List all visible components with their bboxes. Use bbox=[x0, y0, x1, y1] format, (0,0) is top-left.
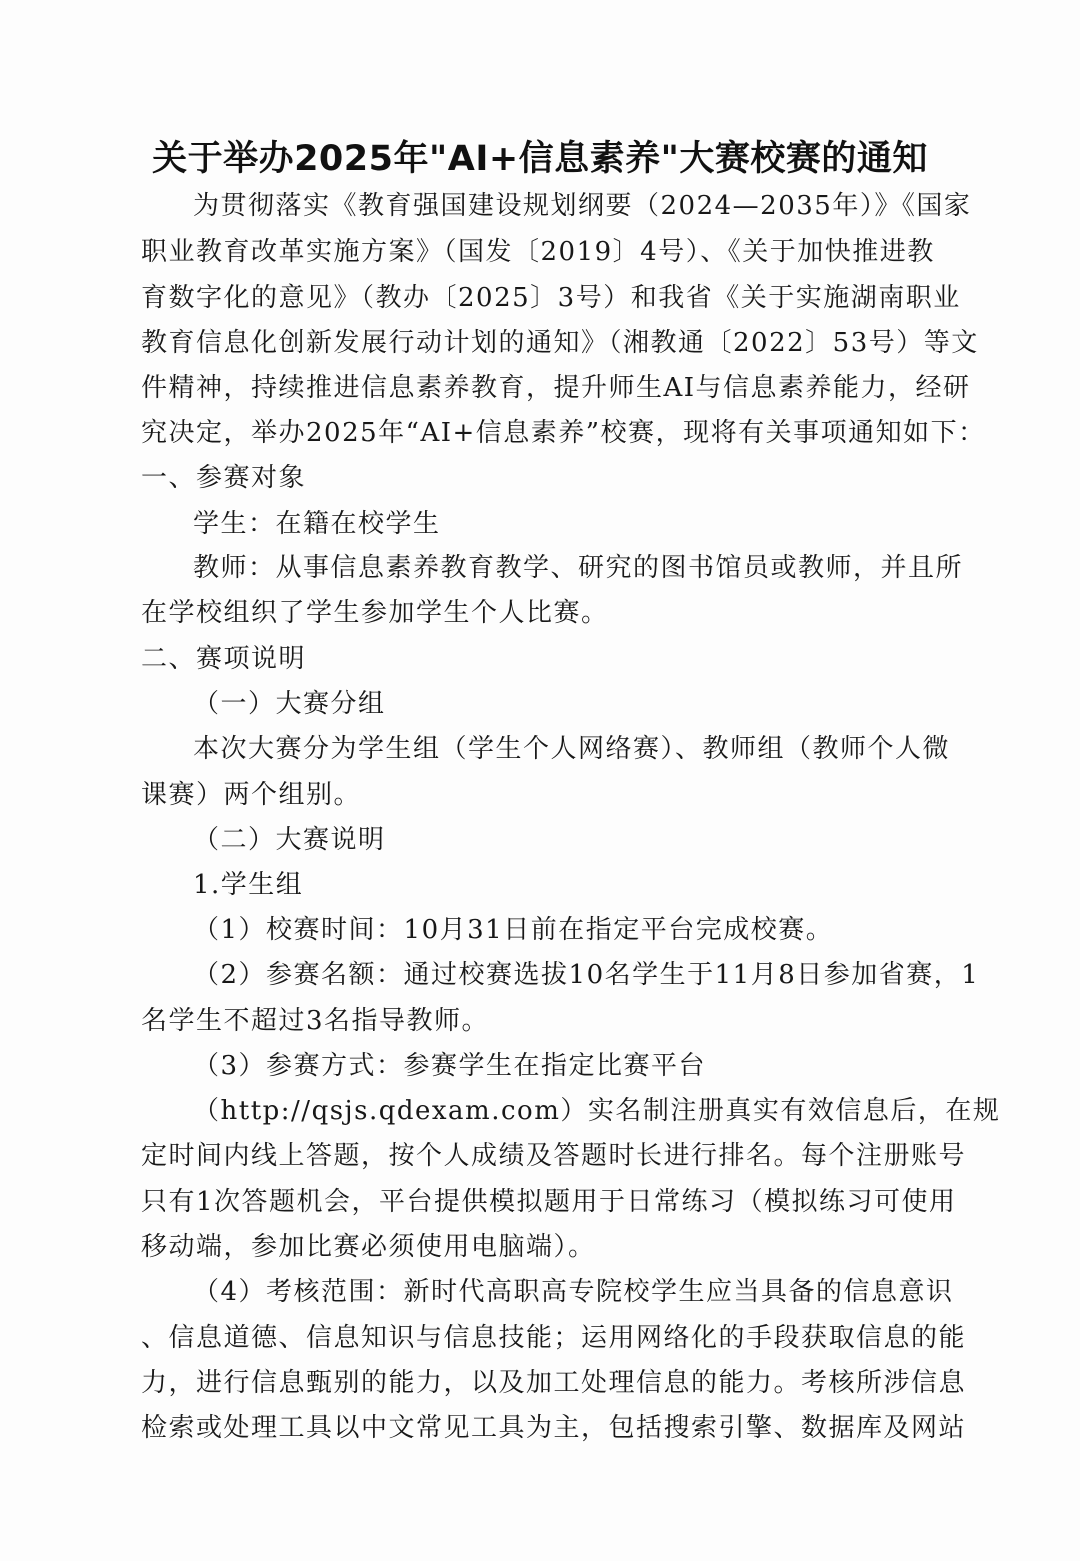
paragraph-line: 力，进行信息甄别的能力，以及加工处理信息的能力。考核所涉信息 bbox=[141, 1368, 967, 1398]
paragraph-line: 为贯彻落实《教育强国建设规划纲要（2024—2035年）》《国家 bbox=[193, 191, 972, 221]
notice-title: 关于举办2025年"AI+信息素养"大赛校赛的通知 bbox=[152, 139, 928, 179]
paragraph-line: （http://qsjs.qdexam.com）实名制注册真实有效信息后，在规 bbox=[193, 1096, 1001, 1126]
paragraph-line: 究决定，举办2025年“AI+信息素养”校赛，现将有关事项通知如下： bbox=[141, 418, 986, 448]
paragraph-line: 名学生不超过3名指导教师。 bbox=[141, 1006, 490, 1036]
subsection-heading: （二）大赛说明 bbox=[193, 825, 386, 855]
paragraph-line: 、信息道德、信息知识与信息技能；运用网络化的手段获取信息的能 bbox=[141, 1323, 967, 1353]
paragraph-line: （3）参赛方式：参赛学生在指定比赛平台 bbox=[193, 1051, 707, 1081]
section-heading: 二、赛项说明 bbox=[141, 644, 307, 674]
subsection-heading: （一）大赛分组 bbox=[193, 689, 386, 719]
paragraph-line: （4）考核范围：新时代高职高专院校学生应当具备的信息意识 bbox=[193, 1277, 954, 1307]
paragraph-line: 教师：从事信息素养教育教学、研究的图书馆员或教师，并且所 bbox=[193, 553, 964, 583]
paragraph-line: 检索或处理工具以中文常见工具为主，包括搜索引擎、数据库及网站 bbox=[141, 1413, 967, 1443]
paragraph-line: 移动端，参加比赛必须使用电脑端）。 bbox=[141, 1232, 596, 1262]
subsection-heading: 1.学生组 bbox=[193, 870, 304, 900]
paragraph-line: 学生：在籍在校学生 bbox=[193, 509, 441, 539]
paragraph-line: 育数字化的意见》（教办〔2025〕3号）和我省《关于实施湖南职业 bbox=[141, 283, 961, 313]
paragraph-line: 本次大赛分为学生组（学生个人网络赛）、教师组（教师个人微 bbox=[193, 734, 951, 764]
paragraph-line: 只有1次答题机会，平台提供模拟题用于日常练习（模拟练习可使用 bbox=[141, 1187, 957, 1217]
paragraph-line: （1）校赛时间：10月31日前在指定平台完成校赛。 bbox=[193, 915, 834, 945]
paragraph-line: 件精神，持续推进信息素养教育，提升师生AI与信息素养能力，经研 bbox=[141, 373, 971, 403]
paragraph-line: 在学校组织了学生参加学生个人比赛。 bbox=[141, 598, 609, 628]
paragraph-line: 课赛）两个组别。 bbox=[141, 780, 362, 810]
paragraph-line: 教育信息化创新发展行动计划的通知》（湘教通〔2022〕53号）等文 bbox=[141, 328, 979, 358]
paragraph-line: 职业教育改革实施方案》（国发〔2019〕4号）、《关于加快推进教 bbox=[141, 237, 935, 267]
paragraph-line: （2）参赛名额：通过校赛选拔10名学生于11月8日参加省赛，1 bbox=[193, 960, 980, 990]
paragraph-line: 定时间内线上答题，按个人成绩及答题时长进行排名。每个注册账号 bbox=[141, 1141, 967, 1171]
section-heading: 一、参赛对象 bbox=[141, 463, 307, 493]
